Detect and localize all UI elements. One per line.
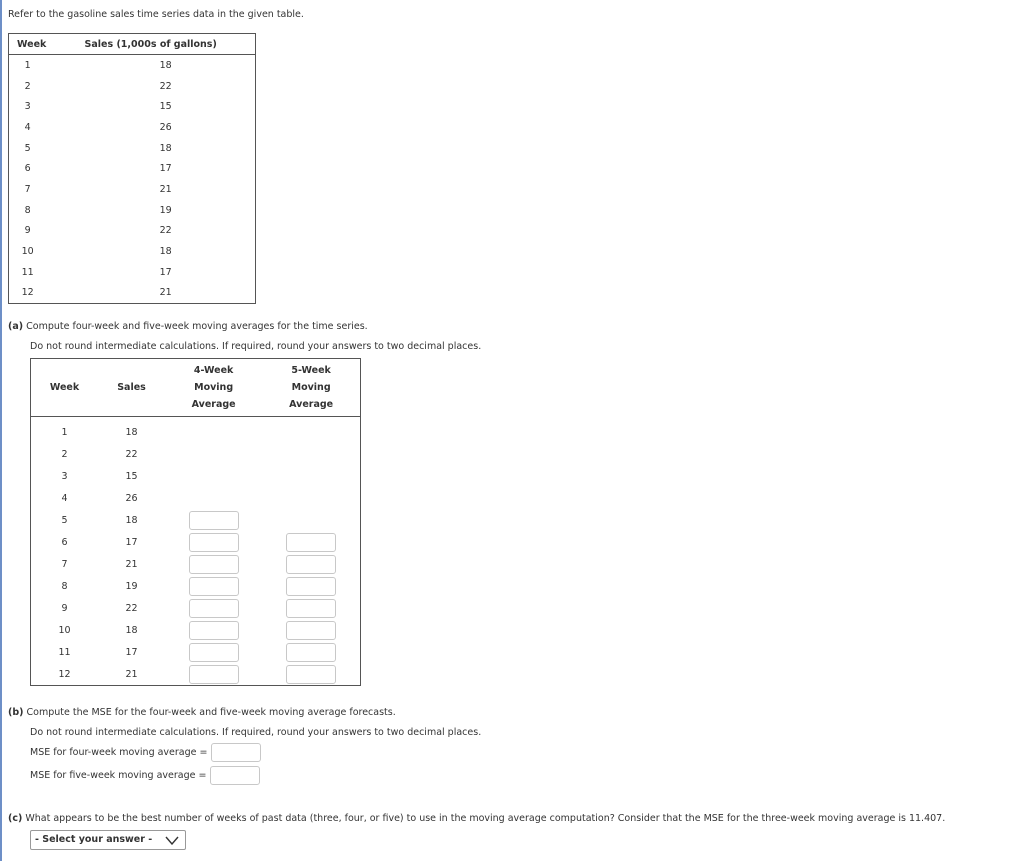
sales-cell: 18 (159, 246, 172, 258)
ma4-cell (165, 597, 262, 619)
sales-data-table (8, 33, 256, 304)
sales-cell: 19 (125, 580, 138, 592)
ma5-cell (262, 619, 360, 641)
table-row (31, 663, 361, 686)
sales-cell: 17 (159, 266, 172, 278)
sales-cell: 21 (125, 668, 138, 680)
ma5-cell (262, 417, 360, 444)
week-cell: 11 (21, 266, 34, 278)
sales-cell: 15 (125, 470, 138, 482)
select-value: - Select your answer - (35, 834, 153, 845)
week-cell: 1 (61, 426, 68, 438)
week-cell: 9 (24, 225, 31, 237)
ma4-cell (165, 417, 262, 444)
week-cell: 10 (21, 246, 34, 258)
table-row (31, 619, 361, 641)
ma5-cell (262, 597, 360, 619)
table-row (9, 283, 256, 304)
ma5-cell (262, 465, 360, 487)
mse-4-input[interactable] (211, 743, 261, 762)
ma4-input-week-6[interactable] (189, 533, 239, 552)
header-5-week-ma: 5-Week Moving Average (262, 359, 360, 417)
week-cell: 7 (24, 183, 31, 195)
ma5-cell (262, 509, 360, 531)
table-row (9, 221, 256, 242)
sales-cell: 26 (125, 492, 138, 504)
ma5-cell (262, 663, 360, 686)
header-week: Week (9, 34, 47, 55)
table-row (31, 553, 361, 575)
left-border (0, 0, 2, 861)
chevron-down-icon (165, 836, 179, 845)
week-cell: 8 (61, 580, 68, 592)
table-row (31, 531, 361, 553)
part-c-label: (c) (8, 813, 23, 824)
week-cell: 6 (61, 536, 68, 548)
mse-4-row (30, 743, 261, 762)
sales-cell: 18 (125, 514, 138, 526)
part-a-label: (a) (8, 321, 24, 332)
part-a-question (8, 321, 368, 332)
mse-5-row (30, 766, 260, 785)
table-row (9, 55, 256, 76)
week-cell: 7 (61, 558, 68, 570)
ma5-cell (262, 575, 360, 597)
sales-cell: 22 (125, 448, 138, 460)
week-cell: 9 (61, 602, 68, 614)
sales-cell: 21 (125, 558, 138, 570)
ma4-cell (165, 619, 262, 641)
week-cell: 10 (58, 624, 71, 636)
table-row (9, 200, 256, 221)
week-cell: 2 (61, 448, 68, 460)
sales-cell: 18 (125, 426, 138, 438)
ma4-input-week-10[interactable] (189, 621, 239, 640)
answer-select[interactable] (30, 830, 186, 850)
ma4-cell (165, 443, 262, 465)
table-row (31, 575, 361, 597)
header-sales: Sales (1,000s of gallons) (46, 34, 255, 55)
sales-cell: 22 (159, 80, 172, 92)
part-b-question (8, 707, 396, 718)
sales-cell: 21 (159, 287, 172, 299)
sales-cell: 18 (159, 142, 172, 154)
ma4-input-week-9[interactable] (189, 599, 239, 618)
week-cell: 11 (58, 646, 71, 658)
ma5-input-week-11[interactable] (286, 643, 336, 662)
ma5-input-week-6[interactable] (286, 533, 336, 552)
part-a-note: Do not round intermediate calculations. If required, round your answers to two decimal places. (30, 341, 482, 352)
ma4-input-week-7[interactable] (189, 555, 239, 574)
table-row (9, 262, 256, 283)
part-c-text: What appears to be the best number of weeks of past data (three, four, or five) to use in the moving average computation? Consider that the MSE for the three-week moving average is 11.407. (25, 813, 946, 824)
sales-cell: 21 (159, 183, 172, 195)
table-row (31, 443, 361, 465)
week-cell: 8 (24, 204, 31, 216)
sales-cell: 17 (159, 163, 172, 175)
header-4-week-ma: 4-Week Moving Average (165, 359, 262, 417)
sales-cell: 17 (125, 646, 138, 658)
intro-text: Refer to the gasoline sales time series data in the given table. (8, 9, 304, 20)
part-b-note: Do not round intermediate calculations. If required, round your answers to two decimal places. (30, 727, 482, 738)
ma5-input-week-8[interactable] (286, 577, 336, 596)
sales-cell: 18 (125, 624, 138, 636)
mse-5-label: MSE for five-week moving average = (30, 770, 207, 781)
part-b-text: Compute the MSE for the four-week and five-week moving average forecasts. (26, 707, 396, 718)
table-row (9, 138, 256, 159)
week-cell: 4 (61, 492, 68, 504)
ma4-cell (165, 531, 262, 553)
week-cell: 1 (24, 59, 31, 71)
ma4-cell (165, 487, 262, 509)
ma4-cell (165, 575, 262, 597)
sales-cell: 26 (159, 121, 172, 133)
ma4-cell (165, 663, 262, 686)
table-row (9, 76, 256, 97)
table-row (31, 641, 361, 663)
table-row (31, 509, 361, 531)
sales-cell: 22 (159, 225, 172, 237)
week-cell: 5 (61, 514, 68, 526)
table-row (31, 417, 361, 444)
ma4-input-week-5[interactable] (189, 511, 239, 530)
week-cell: 3 (61, 470, 68, 482)
ma4-input-week-8[interactable] (189, 577, 239, 596)
week-cell: 12 (58, 668, 71, 680)
table-row (9, 241, 256, 262)
ma4-cell (165, 641, 262, 663)
sales-cell: 18 (159, 59, 172, 71)
part-b-label: (b) (8, 707, 24, 718)
mse-4-label: MSE for four-week moving average = (30, 747, 208, 758)
mse-5-input[interactable] (210, 766, 260, 785)
ma5-input-week-9[interactable] (286, 599, 336, 618)
ma4-input-week-11[interactable] (189, 643, 239, 662)
ma5-cell (262, 641, 360, 663)
part-c-question (8, 813, 945, 824)
header-sales: Sales (98, 359, 165, 417)
sales-cell: 15 (159, 101, 172, 113)
table-row (9, 179, 256, 200)
ma5-cell (262, 443, 360, 465)
sales-cell: 19 (159, 204, 172, 216)
week-cell: 4 (24, 121, 31, 133)
ma4-input-week-12[interactable] (189, 665, 239, 684)
week-cell: 3 (24, 101, 31, 113)
moving-average-table (30, 358, 361, 686)
header-week: Week (31, 359, 99, 417)
table-row (31, 597, 361, 619)
week-cell: 5 (24, 142, 31, 154)
sales-cell: 17 (125, 536, 138, 548)
week-cell: 12 (21, 287, 34, 299)
week-cell: 6 (24, 163, 31, 175)
ma5-cell (262, 531, 360, 553)
sales-cell: 22 (125, 602, 138, 614)
ma5-input-week-7[interactable] (286, 555, 336, 574)
table-row (9, 158, 256, 179)
table-row (31, 465, 361, 487)
ma5-input-week-12[interactable] (286, 665, 336, 684)
table-row (9, 96, 256, 117)
ma5-cell (262, 553, 360, 575)
ma4-cell (165, 465, 262, 487)
ma4-cell (165, 553, 262, 575)
table-row (31, 487, 361, 509)
part-a-text: Compute four-week and five-week moving averages for the time series. (26, 321, 368, 332)
ma5-cell (262, 487, 360, 509)
table-row (9, 117, 256, 138)
ma4-cell (165, 509, 262, 531)
ma5-input-week-10[interactable] (286, 621, 336, 640)
week-cell: 2 (24, 80, 31, 92)
